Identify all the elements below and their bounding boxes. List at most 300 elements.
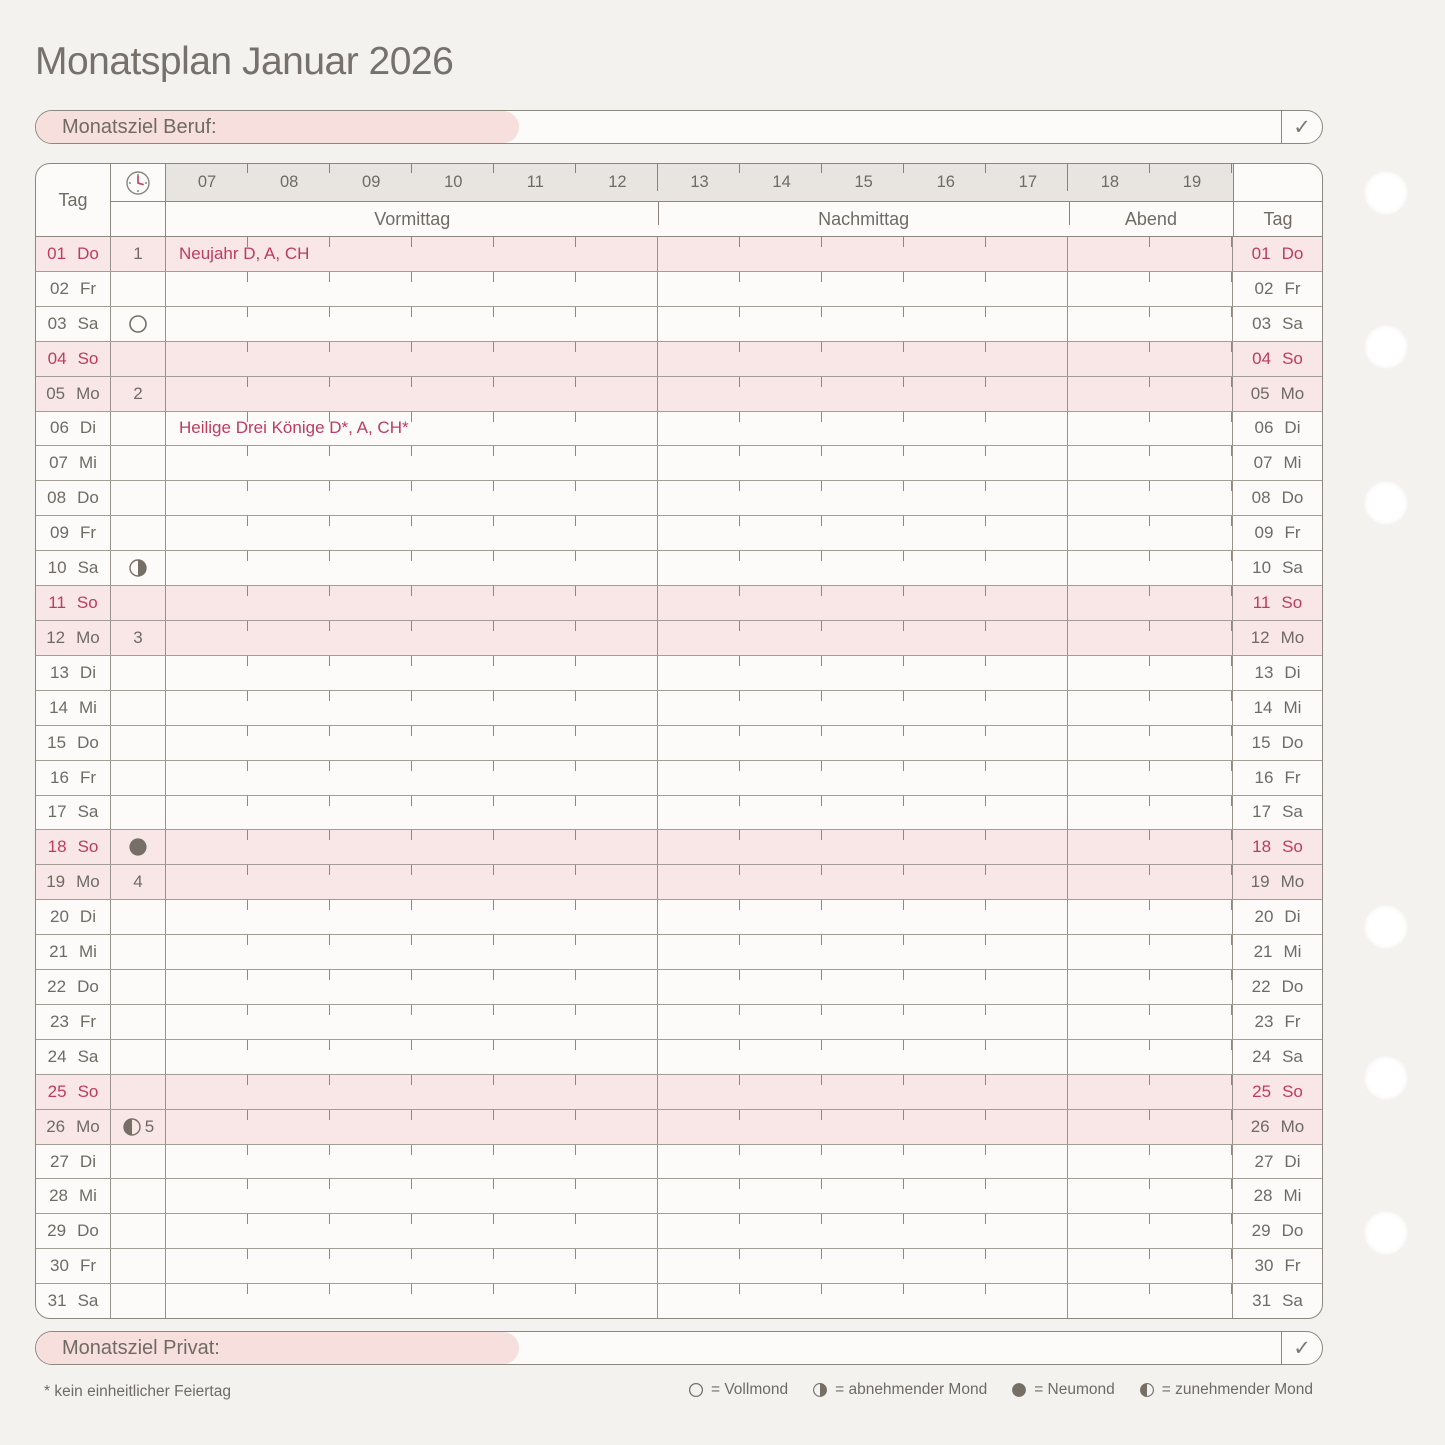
weekday-abbr: Do: [1281, 976, 1304, 996]
day-label-left: [36, 1005, 111, 1039]
day-number: 12: [1250, 627, 1270, 647]
day-label-left: [36, 412, 111, 446]
day-label-right: [1233, 761, 1322, 795]
day-row: [36, 1284, 1322, 1318]
week-moon-cell: [111, 516, 166, 550]
hour-label: 09: [362, 173, 381, 191]
weekday-abbr: Sa: [1282, 558, 1303, 578]
week-moon-cell: [111, 412, 166, 446]
day-row: [36, 412, 1322, 447]
day-label-left: [36, 1249, 111, 1283]
hour-label: 17: [1018, 173, 1037, 191]
day-number: 23: [1254, 1011, 1274, 1031]
weekday-abbr: Do: [77, 1221, 99, 1241]
tag-header-left: [36, 164, 111, 236]
day-label-left: [36, 1214, 111, 1248]
day-schedule-area[interactable]: [166, 377, 1233, 411]
day-number: 12: [46, 627, 66, 647]
day-label-right: [1233, 377, 1322, 411]
day-label-left: [36, 1179, 111, 1213]
day-row: [36, 656, 1322, 691]
goal-label-beruf-text: Monatsziel Beruf:: [62, 115, 217, 138]
check-button-privat[interactable]: [1281, 1332, 1322, 1364]
day-label-right: [1233, 935, 1322, 969]
day-number: 31: [1252, 1291, 1272, 1311]
moon-full-icon: [128, 314, 148, 334]
day-label-left: [36, 865, 111, 899]
day-schedule-area[interactable]: [166, 1040, 1233, 1074]
goal-input-beruf[interactable]: [519, 111, 1281, 143]
weekday-abbr: Mi: [1283, 1186, 1302, 1206]
day-label-left: [36, 272, 111, 306]
day-schedule-area[interactable]: [166, 970, 1233, 1004]
weekday-abbr: So: [1282, 837, 1303, 857]
moon-full-icon: [688, 1382, 704, 1398]
day-number: 13: [1254, 662, 1274, 682]
weekday-abbr: Sa: [1282, 313, 1303, 333]
day-schedule-area[interactable]: [166, 237, 1233, 271]
moon-new-icon: [1011, 1382, 1027, 1398]
week-moon-cell: [111, 342, 166, 376]
day-row: [36, 1145, 1322, 1180]
day-schedule-area[interactable]: [166, 446, 1233, 480]
check-icon: ✓: [1293, 1336, 1311, 1360]
weekday-abbr: Sa: [1282, 802, 1303, 822]
hour-label: 07: [197, 173, 217, 191]
goal-bar-privat: [35, 1331, 1323, 1365]
day-row: [36, 761, 1322, 796]
weekday-abbr: Di: [79, 907, 96, 927]
day-label-right: [1233, 1040, 1322, 1074]
day-label-left: [36, 342, 111, 376]
day-schedule-area[interactable]: [166, 272, 1233, 306]
day-label-right: [1233, 1005, 1322, 1039]
day-number: 29: [1251, 1221, 1271, 1241]
week-moon-cell: [111, 621, 166, 655]
day-number: 11: [1252, 593, 1271, 613]
day-schedule-area[interactable]: [166, 726, 1233, 760]
day-number: 13: [50, 662, 69, 682]
day-number: 09: [1254, 523, 1274, 543]
daypart-nachmittag: Nachmittag: [658, 202, 1068, 236]
day-number: 30: [50, 1256, 69, 1276]
weekday-abbr: Mo: [1280, 872, 1305, 892]
day-row: [36, 1179, 1322, 1214]
week-number: 4: [133, 872, 143, 892]
weekday-abbr: Fr: [79, 1011, 96, 1031]
day-row: [36, 1249, 1322, 1284]
weekday-abbr: Fr: [1284, 1011, 1301, 1031]
day-label-right: [1233, 272, 1322, 306]
week-number: 2: [133, 383, 143, 403]
day-schedule-area[interactable]: [166, 1179, 1233, 1213]
day-label-left: [36, 237, 111, 271]
day-label-left: [36, 830, 111, 864]
weekday-abbr: Do: [1281, 1221, 1304, 1241]
weekday-abbr: Sa: [77, 802, 99, 822]
week-moon-cell: [111, 1249, 166, 1283]
day-number: 01: [47, 243, 67, 263]
day-row: [36, 935, 1322, 970]
day-label-right: [1233, 865, 1322, 899]
day-row: [36, 516, 1322, 551]
day-schedule-area[interactable]: [166, 307, 1233, 341]
day-row: [36, 481, 1322, 516]
day-row: [36, 830, 1322, 865]
week-moon-cell: [111, 726, 166, 760]
hour-label: 12: [608, 173, 627, 191]
day-schedule-area[interactable]: [166, 1214, 1233, 1248]
weekday-abbr: Mi: [1283, 697, 1302, 717]
day-row: [36, 307, 1322, 342]
day-label-right: [1233, 691, 1322, 725]
hour-label: 08: [279, 173, 299, 191]
tag-header-right: [1234, 202, 1322, 236]
weekday-abbr: Do: [77, 488, 99, 508]
day-label-right: [1233, 342, 1322, 376]
day-label-left: [36, 377, 111, 411]
day-label-right: [1233, 621, 1322, 655]
check-icon: ✓: [1293, 115, 1311, 139]
day-label-right: [1233, 237, 1322, 271]
day-schedule-area[interactable]: [166, 865, 1233, 899]
day-number: 18: [1252, 837, 1272, 857]
punch-hole: [1364, 1211, 1408, 1255]
day-schedule-area[interactable]: [166, 1249, 1233, 1283]
weekday-abbr: Mo: [1280, 627, 1305, 647]
weekday-abbr: So: [77, 348, 99, 368]
day-number: 22: [1251, 976, 1271, 996]
weekday-abbr: So: [1281, 593, 1303, 613]
week-moon-cell: [111, 551, 166, 585]
weekday-abbr: Do: [1281, 488, 1304, 508]
day-number: 27: [50, 1151, 69, 1171]
day-number: 07: [49, 453, 68, 473]
moon-icon: [128, 837, 148, 857]
daypart-row: [166, 202, 1233, 236]
daypart-abend: Abend: [1069, 202, 1233, 236]
clock-icon: [111, 164, 166, 201]
day-row: [36, 342, 1322, 377]
day-number: 11: [48, 593, 66, 613]
day-label-right: [1233, 1145, 1322, 1179]
week-number: 1: [133, 243, 143, 263]
weekday-abbr: Mo: [76, 872, 100, 892]
day-schedule-area[interactable]: [166, 621, 1233, 655]
weekday-abbr: Mi: [78, 697, 97, 717]
moon-icon: [128, 558, 148, 578]
day-number: 06: [1254, 418, 1274, 438]
day-label-right: [1233, 1284, 1322, 1318]
day-number: 25: [47, 1081, 67, 1101]
hour-label: 19: [1182, 173, 1202, 191]
day-row: [36, 796, 1322, 831]
weekday-abbr: Mo: [76, 627, 100, 647]
week-moon-cell: [111, 237, 166, 271]
weekday-abbr: Fr: [79, 523, 96, 543]
day-label-right: [1233, 830, 1322, 864]
week-moon-cell: [111, 830, 166, 864]
legend-label: = Vollmond: [710, 1381, 789, 1398]
day-schedule-area[interactable]: [166, 481, 1233, 515]
day-row: [36, 586, 1322, 621]
weekday-abbr: Fr: [79, 1256, 96, 1276]
week-moon-cell: [111, 1214, 166, 1248]
day-number: 08: [47, 488, 67, 508]
hour-scale: [166, 164, 1233, 201]
daypart-vormittag: Vormittag: [374, 208, 451, 229]
day-number: 21: [1253, 942, 1273, 962]
day-label-right: [1233, 1249, 1322, 1283]
legend-label: = zunehmender Mond: [1161, 1381, 1313, 1398]
hour-label: 10: [444, 173, 463, 191]
weekday-abbr: Di: [79, 662, 96, 682]
day-label-right: [1233, 586, 1322, 620]
day-label-right: [1233, 551, 1322, 585]
day-schedule-area[interactable]: [166, 412, 1233, 446]
day-label-right: [1233, 412, 1322, 446]
day-label-right: [1233, 307, 1322, 341]
day-label-right: [1233, 516, 1322, 550]
weekday-abbr: Mi: [1283, 942, 1302, 962]
day-schedule-area[interactable]: [166, 691, 1233, 725]
weekday-abbr: So: [77, 1081, 99, 1101]
day-row: [36, 726, 1322, 761]
day-number: 09: [50, 523, 69, 543]
weekday-abbr: Fr: [79, 278, 96, 298]
week-moon-cell: [111, 1145, 166, 1179]
day-schedule-area[interactable]: [166, 900, 1233, 934]
week-moon-cell: [111, 272, 166, 306]
day-label-left: [36, 935, 111, 969]
day-number: 27: [1254, 1151, 1274, 1171]
day-number: 16: [50, 767, 69, 787]
moon-waxing-icon: [122, 1117, 142, 1137]
week-moon-cell: [111, 1075, 166, 1109]
weekday-abbr: Di: [79, 1151, 96, 1171]
day-row: [36, 1110, 1322, 1145]
week-moon-cell: [111, 1284, 166, 1318]
day-row: [36, 377, 1322, 412]
weekday-abbr: Fr: [1284, 767, 1301, 787]
goal-label-privat-text: Monatsziel Privat:: [62, 1336, 220, 1359]
weekday-abbr: So: [1282, 1081, 1303, 1101]
check-button-beruf[interactable]: [1281, 111, 1322, 143]
hour-label: 15: [854, 173, 873, 191]
week-moon-cell: [111, 865, 166, 899]
day-schedule-area[interactable]: [166, 935, 1233, 969]
calendar-body: [36, 237, 1322, 1318]
day-number: 26: [46, 1116, 66, 1136]
day-number: 21: [49, 942, 68, 962]
punch-hole: [1364, 325, 1408, 369]
week-moon-cell: [111, 1110, 166, 1144]
day-number: 10: [47, 558, 67, 578]
day-row: [36, 1214, 1322, 1249]
day-number: 15: [1251, 732, 1271, 752]
legend-item-waning: [812, 1381, 987, 1399]
tag-header-left-text: Tag: [58, 189, 88, 210]
day-schedule-area[interactable]: [166, 1075, 1233, 1109]
day-label-left: [36, 970, 111, 1004]
day-schedule-area[interactable]: [166, 551, 1233, 585]
weekday-abbr: So: [1282, 348, 1303, 368]
day-schedule-area[interactable]: [166, 1005, 1233, 1039]
week-moon-cell: [111, 481, 166, 515]
day-label-right: [1233, 446, 1322, 480]
day-row: [36, 551, 1322, 586]
day-number: 05: [46, 383, 66, 403]
week-moon-cell: [111, 446, 166, 480]
day-schedule-area[interactable]: [166, 1145, 1233, 1179]
day-number: 24: [47, 1046, 67, 1066]
moon-waning-icon: [128, 558, 148, 578]
day-label-left: [36, 1145, 111, 1179]
weekday-abbr: Sa: [77, 313, 99, 333]
day-label-left: [36, 621, 111, 655]
hour-label: 16: [936, 173, 955, 191]
day-label-right: [1233, 970, 1322, 1004]
weekday-abbr: Mi: [78, 1186, 97, 1206]
day-number: 19: [1250, 872, 1270, 892]
weekday-abbr: Mo: [1280, 383, 1305, 403]
weekday-abbr: Sa: [77, 1046, 99, 1066]
weekday-abbr: Mo: [76, 1116, 100, 1136]
day-label-left: [36, 1284, 111, 1318]
day-number: 20: [1254, 907, 1274, 927]
legend-item-full: [688, 1381, 788, 1399]
week-moon-cell: [111, 900, 166, 934]
goal-label-beruf: [36, 111, 519, 143]
day-schedule-area[interactable]: [166, 830, 1233, 864]
day-label-left: [36, 551, 111, 585]
day-number: 05: [1250, 383, 1270, 403]
day-label-left: [36, 446, 111, 480]
moon-new-icon: [128, 837, 148, 857]
day-number: 03: [1252, 313, 1272, 333]
weekday-abbr: Mo: [76, 383, 100, 403]
weekday-abbr: Sa: [77, 1291, 99, 1311]
day-label-left: [36, 796, 111, 830]
weekday-abbr: Do: [77, 976, 99, 996]
page-title: Monatsplan Januar 2026: [35, 40, 454, 83]
day-schedule-area[interactable]: [166, 796, 1233, 830]
day-number: 24: [1252, 1046, 1272, 1066]
legend-label: = abnehmender Mond: [835, 1381, 988, 1398]
weekday-abbr: Mi: [78, 942, 97, 962]
day-schedule-area[interactable]: [166, 761, 1233, 795]
weekday-abbr: So: [77, 837, 99, 857]
day-number: 08: [1251, 488, 1271, 508]
day-number: 17: [47, 802, 67, 822]
week-moon-cell: [111, 586, 166, 620]
goal-label-privat: [36, 1332, 519, 1364]
week-number: 5: [144, 1116, 155, 1136]
clock-column-spacer: [111, 202, 166, 236]
weekday-abbr: Fr: [79, 767, 96, 787]
legend-label: = Neumond: [1034, 1381, 1115, 1398]
day-label-left: [36, 1075, 111, 1109]
day-number: 03: [47, 313, 67, 333]
day-row: [36, 970, 1322, 1005]
punch-hole: [1364, 171, 1408, 215]
hour-label: 14: [772, 173, 791, 191]
weekday-abbr: Fr: [1284, 1256, 1301, 1276]
weekday-abbr: Do: [77, 732, 99, 752]
day-number: 22: [47, 976, 67, 996]
goal-input-privat[interactable]: [519, 1332, 1281, 1364]
tag-header-right-text: Tag: [1263, 208, 1293, 229]
punch-hole: [1364, 1056, 1408, 1100]
day-label-left: [36, 656, 111, 690]
day-label-right: [1233, 1110, 1322, 1144]
day-number: 07: [1253, 453, 1273, 473]
week-moon-cell: [111, 307, 166, 341]
day-row: [36, 237, 1322, 272]
day-label-right: [1233, 656, 1322, 690]
day-label-right: [1233, 1179, 1322, 1213]
week-moon-cell: [111, 970, 166, 1004]
holiday-label: Heilige Drei Könige D*, A, CH*: [179, 418, 409, 438]
day-number: 10: [1252, 558, 1272, 578]
week-moon-cell: [111, 761, 166, 795]
day-number: 25: [1252, 1081, 1272, 1101]
moon-icon: [122, 1117, 142, 1137]
hour-label: 13: [690, 173, 709, 191]
week-moon-cell: [111, 1179, 166, 1213]
day-row: [36, 1040, 1322, 1075]
weekday-abbr: Mi: [1283, 453, 1302, 473]
day-number: 01: [1251, 243, 1271, 263]
day-number: 02: [1254, 278, 1274, 298]
day-label-left: [36, 307, 111, 341]
day-schedule-area[interactable]: [166, 1110, 1233, 1144]
day-number: 14: [1253, 697, 1273, 717]
day-row: [36, 621, 1322, 656]
week-moon-cell: [111, 656, 166, 690]
moon-waning-icon: [812, 1382, 828, 1398]
day-schedule-area[interactable]: [166, 342, 1233, 376]
calendar-header: [36, 164, 1322, 237]
week-number: 3: [133, 627, 143, 647]
day-row: [36, 865, 1322, 900]
day-label-left: [36, 900, 111, 934]
day-label-left: [36, 726, 111, 760]
day-number: 31: [47, 1291, 67, 1311]
day-number: 26: [1250, 1116, 1270, 1136]
day-number: 30: [1254, 1256, 1274, 1276]
day-schedule-area[interactable]: [166, 1284, 1233, 1318]
hour-label: 18: [1100, 173, 1120, 191]
day-label-left: [36, 691, 111, 725]
day-number: 23: [50, 1011, 69, 1031]
day-number: 06: [50, 418, 69, 438]
day-schedule-area[interactable]: [166, 586, 1233, 620]
legend-item-waxing: [1139, 1381, 1313, 1399]
weekday-abbr: Mo: [1280, 1116, 1305, 1136]
weekday-abbr: Di: [1284, 662, 1301, 682]
legend-item-new: [1011, 1381, 1115, 1399]
day-label-right: [1233, 1214, 1322, 1248]
weekday-abbr: Sa: [1282, 1291, 1303, 1311]
day-schedule-area[interactable]: [166, 656, 1233, 690]
day-number: 02: [50, 278, 69, 298]
day-number: 15: [47, 732, 67, 752]
day-schedule-area[interactable]: [166, 516, 1233, 550]
day-row: [36, 900, 1322, 935]
moon-legend: [688, 1381, 1313, 1399]
day-number: 04: [47, 348, 67, 368]
